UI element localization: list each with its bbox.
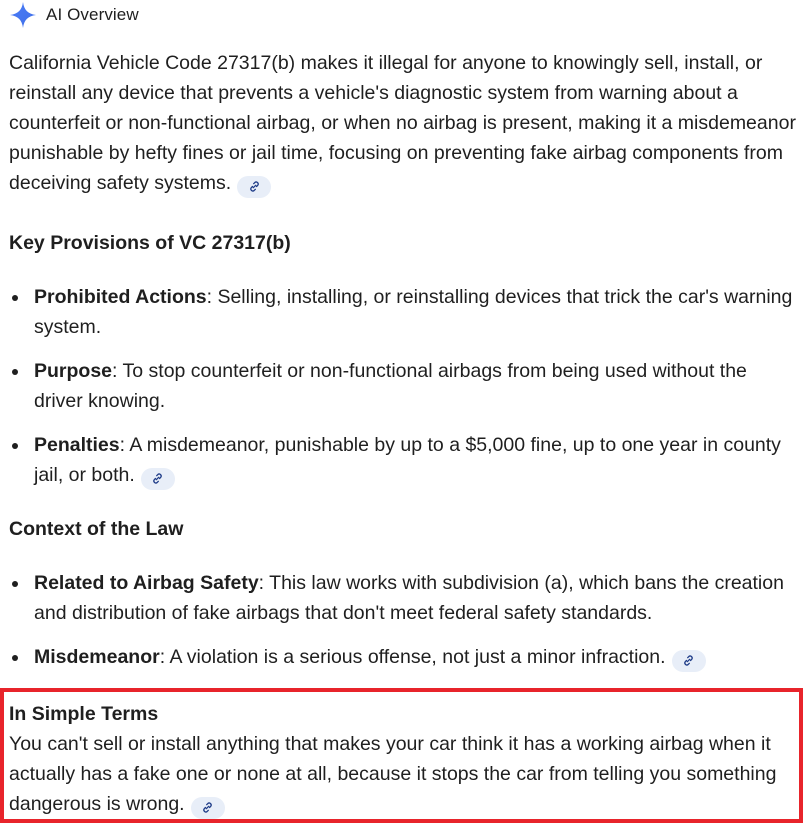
- list-item-text: : This law works with subdivision (a), which bans the creation and distribution of fake airbags that don't meet federal safety standards.: [34, 572, 784, 624]
- list-item: [9, 642, 799, 672]
- list-item: [9, 282, 799, 342]
- section-heading-key-provisions: Key Provisions of VC 27317(b): [9, 232, 291, 254]
- simple-terms-text: You can't sell or install anything that makes your car think it has a working airbag when it actually has a fake one or none at all, because it stops the car from telling you something dangerous is wrong.: [9, 733, 777, 815]
- ai-overview-header: [9, 0, 139, 30]
- source-link-chip[interactable]: [141, 468, 175, 490]
- simple-terms-heading: In Simple Terms: [9, 703, 159, 725]
- list-item: [9, 430, 799, 490]
- link-icon: [682, 654, 695, 667]
- simple-terms-section: [9, 699, 799, 819]
- intro-paragraph: [9, 48, 799, 198]
- section-heading-context: Context of the Law: [9, 518, 184, 540]
- link-icon: [201, 801, 214, 814]
- context-list: [9, 568, 799, 672]
- intro-text: California Vehicle Code 27317(b) makes it illegal for anyone to knowingly sell, install, or reinstall any device that prevents a vehicle's diagnostic system from warning about a counterfeit or non-functional airbag, or when no airbag is present, making it a misdemeanor punishable by hefty fines or jail time, focusing on preventing fake airbag components from deceiving safety systems.: [9, 52, 796, 194]
- link-icon: [248, 180, 261, 193]
- list-item-term: Purpose: [34, 360, 113, 382]
- list-item-term: Misdemeanor: [34, 646, 160, 668]
- list-item-text: : A misdemeanor, punishable by up to a $5,000 fine, up to one year in county jail, or both.: [34, 434, 781, 486]
- list-item-term: Prohibited Actions: [34, 286, 207, 308]
- source-link-chip[interactable]: [672, 650, 706, 672]
- sparkle-icon: [9, 1, 37, 29]
- list-item-term: Penalties: [34, 434, 120, 456]
- overview-content: [9, 48, 799, 686]
- source-link-chip[interactable]: [237, 176, 271, 198]
- list-item: [9, 356, 799, 416]
- ai-overview-title: AI Overview: [46, 5, 139, 24]
- list-item-text: : To stop counterfeit or non-functional airbags from being used without the driver knowing.: [34, 360, 747, 412]
- list-item-text: : A violation is a serious offense, not just a minor infraction.: [159, 646, 666, 668]
- link-icon: [151, 472, 164, 485]
- source-link-chip[interactable]: [191, 797, 225, 819]
- key-provisions-list: [9, 282, 799, 490]
- simple-terms-paragraph: [9, 729, 799, 819]
- list-item: [9, 568, 799, 628]
- list-item-term: Related to Airbag Safety: [34, 572, 259, 594]
- list-item-text: : Selling, installing, or reinstalling devices that trick the car's warning system.: [34, 286, 793, 338]
